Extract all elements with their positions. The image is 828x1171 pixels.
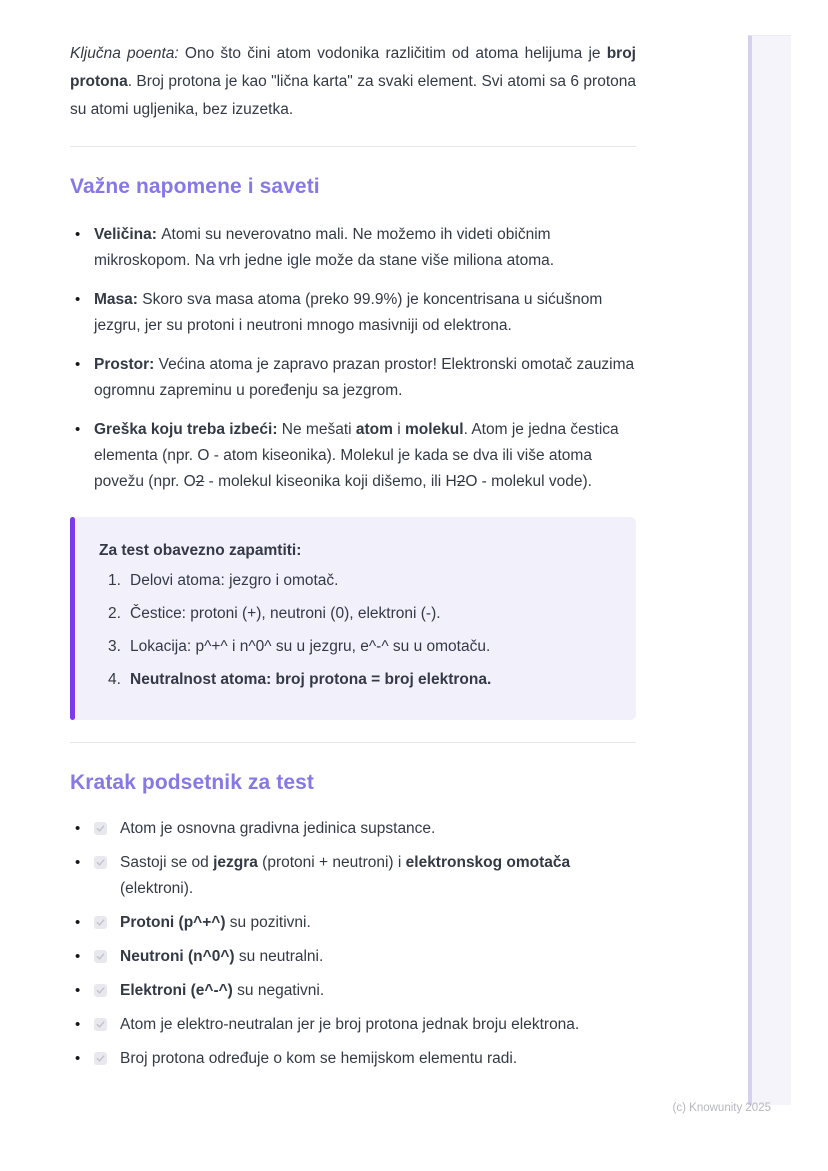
bullet-icon: •: [75, 291, 81, 308]
bullet-icon: •: [75, 226, 81, 243]
checklist-text: Sastoji se od jezgra (protoni + neutroni) i elektronskog omotača (elektroni).: [120, 854, 571, 897]
note-text: Prostor: Većina atoma je zapravo prazan prostor! Elektronski omotač zauzima ogromnu zapreminu u poređenju sa jezgrom.: [94, 356, 635, 399]
reminder-checklist: [70, 816, 636, 1072]
bullet-icon: •: [75, 1016, 81, 1033]
checkbox-checked-icon[interactable]: [94, 1052, 107, 1065]
bullet-icon: •: [75, 820, 81, 837]
checklist-item: [70, 1012, 636, 1038]
callout-numbered-list: [99, 568, 608, 693]
checklist-item: [70, 850, 636, 902]
copyright-notice: (c) Knowunity 2025: [672, 1102, 771, 1114]
key-point-paragraph: Ključna poenta: Ono što čini atom vodonika različitim od atoma helijuma je broj protona. Broj protona je kao "lična karta" za svaki element. Svi atomi sa 6 protona su atomi ugljenika, bez izuzetka.: [70, 45, 636, 118]
checklist-text: Atom je osnovna gradivna jedinica supstance.: [120, 820, 436, 837]
checklist-item: [70, 816, 636, 842]
checklist-text: Broj protona određuje o kom se hemijskom elementu radi.: [120, 1050, 518, 1067]
section-title-reminder: Kratak podsetnik za test: [70, 771, 314, 794]
checkbox-checked-icon[interactable]: [94, 916, 107, 929]
page-edge-strip: [748, 35, 791, 1105]
test-callout-box: [70, 517, 636, 720]
checklist-text: Protoni (p^+^) su pozitivni.: [120, 914, 311, 931]
checkbox-checked-icon[interactable]: [94, 1018, 107, 1031]
note-text: Veličina: Atomi su neverovatno mali. Ne možemo ih videti običnim mikroskopom. Na vrh jedne igle može da stane više miliona atoma.: [94, 226, 555, 269]
note-text: Masa: Skoro sva masa atoma (preko 99.9%) je koncentrisana u sićušnom jezgru, jer su protoni i neutroni mnogo masivniji od elektrona.: [94, 291, 603, 334]
checkbox-checked-icon[interactable]: [94, 822, 107, 835]
checklist-item: [70, 910, 636, 936]
callout-item: Lokacija: p^+^ i n^0^ su u jezgru, e^-^ su u omotaču.: [130, 638, 491, 655]
section-title-notes: Važne napomene i saveti: [70, 175, 320, 198]
bullet-icon: •: [75, 854, 81, 871]
bullet-icon: •: [75, 1050, 81, 1067]
note-item-velicina: [70, 222, 636, 274]
bullet-icon: •: [75, 948, 81, 965]
checklist-text: Elektroni (e^-^) su negativni.: [120, 982, 325, 999]
callout-accent-bar: [70, 517, 75, 720]
note-text: Greška koju treba izbeći: Ne mešati atom i molekul. Atom je jedna čestica elementa (npr. O - atom kiseonika). Molekul je kada se dva ili više atoma povežu (npr. O2 - molekul kiseonika koji dišemo, ili H2O - molekul vode).: [94, 421, 619, 490]
note-item-masa: [70, 287, 636, 339]
section-divider: [70, 742, 636, 743]
checklist-item: [70, 978, 636, 1004]
section-divider: [70, 146, 636, 147]
checkbox-checked-icon[interactable]: [94, 950, 107, 963]
note-item-prostor: [70, 352, 636, 404]
checkbox-checked-icon[interactable]: [94, 984, 107, 997]
checklist-item: [70, 1046, 636, 1072]
bullet-icon: •: [75, 982, 81, 999]
checklist-text: Atom je elektro-neutralan jer je broj protona jednak broju elektrona.: [120, 1016, 580, 1033]
callout-item: Neutralnost atoma: broj protona = broj elektrona.: [130, 671, 492, 688]
checklist-text: Neutroni (n^0^) su neutralni.: [120, 948, 324, 965]
document-content: [70, 40, 636, 1080]
callout-item: Delovi atoma: jezgro i omotač.: [130, 572, 339, 589]
checklist-item: [70, 944, 636, 970]
bullet-icon: •: [75, 421, 81, 438]
bullet-icon: •: [75, 914, 81, 931]
note-item-greska: [70, 417, 636, 495]
checkbox-checked-icon[interactable]: [94, 856, 107, 869]
bullet-icon: •: [75, 356, 81, 373]
callout-title: Za test obavezno zapamtiti:: [99, 542, 302, 559]
callout-item: Čestice: protoni (+), neutroni (0), elektroni (-).: [130, 605, 441, 622]
notes-list: [70, 222, 636, 495]
